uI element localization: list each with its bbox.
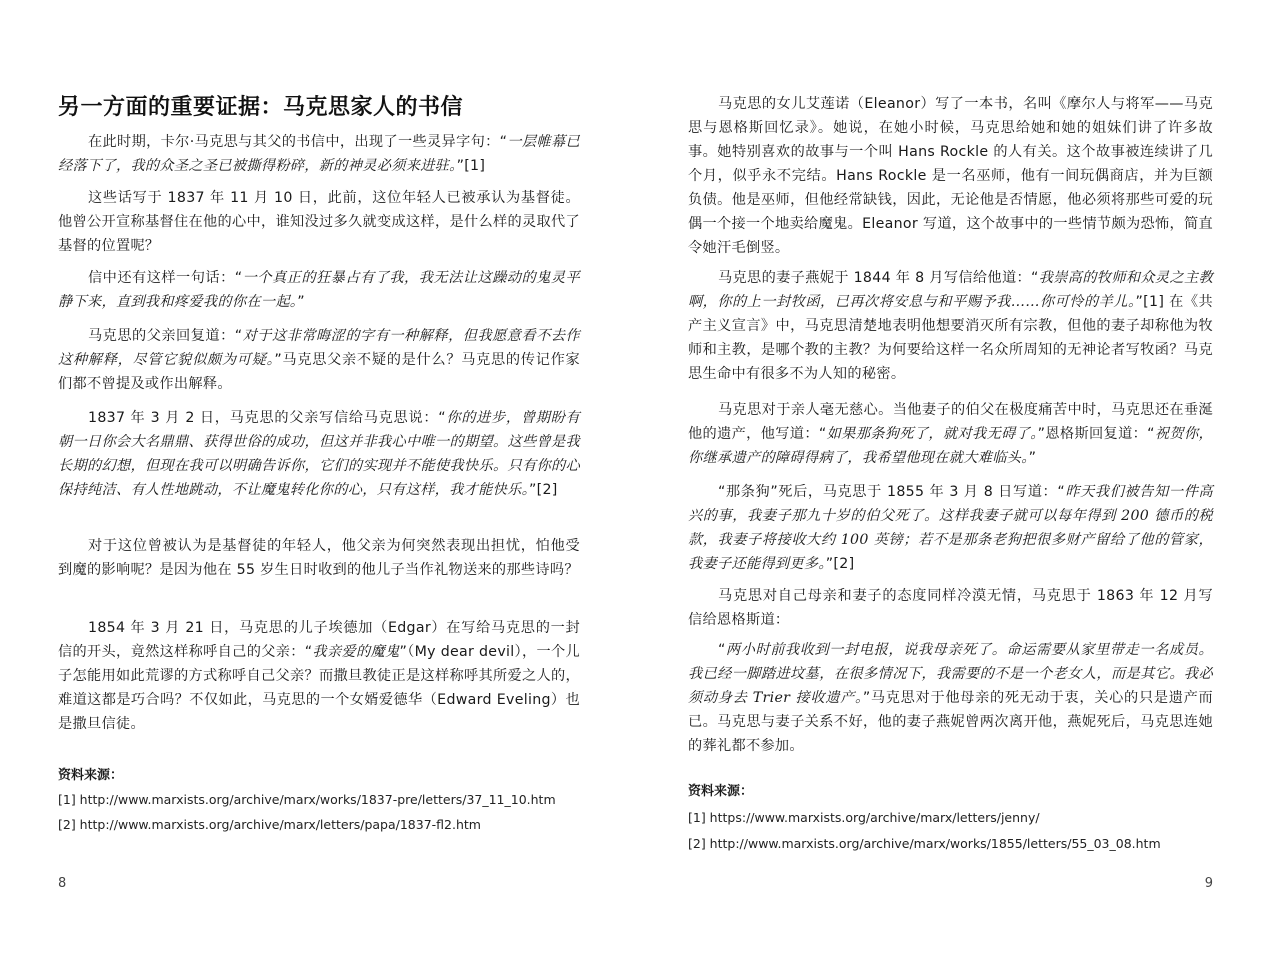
- page-title: 另一方面的重要证据：马克思家人的书信: [58, 95, 464, 120]
- paragraph: 对于这位曾被认为是基督徒的年轻人，他父亲为何突然表现出担忧，怕他受到魔的影响呢？是因为他在 55 岁生日时收到的他儿子当作礼物送来的那些诗吗？: [58, 538, 580, 578]
- paragraph: 1837 年 3 月 2 日，马克思的父亲写信给马克思说：“你的进步，曾期盼有朝一日你会大名鼎鼎、获得世俗的成功，但这并非我心中唯一的期望。这些曾是我长期的幻想，但现在我可以明确告诉你，它们的实现并不能使我快乐。只有你的心保持纯洁、有人性地跳动，不让魔鬼转化你的心，只有这样，我才能快乐。”[2]: [58, 410, 580, 498]
- paragraph: 马克思的妻子燕妮于 1844 年 8 月写信给他道：“我崇高的牧师和众灵之主教啊，你的上一封牧函，已再次将安息与和平赐予我……你可怜的羊儿。”[1] 在《共产主义宣言》中，马克思清楚地表明他想要消灭所有宗教，但他的妻子却称他为牧师和主教，是哪个教的主教？为何要给这样一名众所周知的无神论者写牧函？马克思生命中有很多不为人知的秘密。: [688, 270, 1214, 382]
- quote: 如果那条狗死了，就对我无碍了。: [826, 426, 1038, 442]
- source-link[interactable]: [2] http://www.marxists.org/archive/marx/works/1855/letters/55_03_08.htm: [688, 836, 1161, 851]
- paragraph: 信中还有这样一句话：“一个真正的狂暴占有了我，我无法让这躁动的鬼灵平静下来，直到我和疼爱我的你在一起。”: [58, 270, 580, 310]
- page-number: 8: [58, 876, 67, 891]
- quote: 对于这非常晦涩的字有一种解释，但我愿意看不去作这种解释，尽管它貌似颇为可疑。: [58, 328, 580, 368]
- paragraph: 马克思的父亲回复道：“对于这非常晦涩的字有一种解释，但我愿意看不去作这种解释，尽管它貌似颇为可疑。”马克思父亲不疑的是什么？马克思的传记作家们都不曾提及或作出解释。: [58, 328, 580, 392]
- quote: 一个真正的狂暴占有了我，我无法让这躁动的鬼灵平静下来，直到我和疼爱我的你在一起。: [58, 270, 580, 310]
- paragraph: 马克思对自己母亲和妻子的态度同样冷漠无情，马克思于 1863 年 12 月写信给恩格斯道：: [688, 588, 1213, 628]
- paragraph: 马克思的女儿艾莲诺（Eleanor）写了一本书，名叫《摩尔人与将军——马克思与恩格斯回忆录》。她说，在她小时候，马克思给她和她的姐妹们讲了许多故事。她特别喜欢的故事与一个叫 Hans Rockle 的人有关。这个故事被连续讲了几个月，似乎永不完结。Hans Rockle 是一名巫师，他有一间玩偶商店，并为巨额负债。他是巫师，但他经常缺钱，因此，无论他是否情愿，他必须将那些可爱的玩偶一个接一个地卖给魔鬼。Eleanor 写道，这个故事中的一些情节颇为恐怖，简直令她汗毛倒竖。: [688, 96, 1213, 256]
- quote: 昨天我们被告知一件高兴的事，我妻子那九十岁的伯父死了。这样我妻子就可以每年得到 200 德币的税款，我妻子将接收大约 100 英镑；若不是那条老狗把很多财产留给了他的管家，我妻子还能得到更多。: [688, 484, 1213, 572]
- paragraph: “两小时前我收到一封电报，说我母亲死了。命运需要从家里带走一名成员。我已经一脚踏进坟墓，在很多情况下，我需要的不是一个老女人，而是其它。我必须动身去 Trier 接收遗产。”马克思对于他母亲的死无动于衷，关心的只是遗产而已。马克思与妻子关系不好，他的妻子燕妮曾两次离开他，燕妮死后，马克思连她的葬礼都不参加。: [688, 642, 1213, 754]
- page-number: 9: [1204, 876, 1213, 891]
- left-page: [58, 0, 580, 978]
- quote: 两小时前我收到一封电报，说我母亲死了。命运需要从家里带走一名成员。我已经一脚踏进坟墓，在很多情况下，我需要的不是一个老女人，而是其它。我必须动身去 Trier 接收遗产。: [688, 642, 1213, 706]
- paragraph: 这些话写于 1837 年 11 月 10 日，此前，这位年轻人已被承认为基督徒。他曾公开宣称基督住在他的心中，谁知没过多久就变成这样，是什么样的灵取代了基督的位置呢？: [58, 190, 580, 254]
- source-link[interactable]: [2] http://www.marxists.org/archive/marx/letters/papa/1837-fl2.htm: [58, 817, 481, 832]
- right-page: [688, 0, 1213, 978]
- paragraph: 1854 年 3 月 21 日，马克思的儿子埃德加（Edgar）在写给马克思的一封信的开头，竟然这样称呼自己的父亲：“我亲爱的魔鬼”（My dear devil），一个儿子怎能用如此荒谬的方式称呼自己父亲？而撒旦教徒正是这样称呼其所爱之人的，难道这都是巧合吗？不仅如此，马克思的一个女婿爱德华（Edward Eveling）也是撒旦信徒。: [58, 620, 580, 732]
- paragraph: “那条狗”死后，马克思于 1855 年 3 月 8 日写道：“昨天我们被告知一件高兴的事，我妻子那九十岁的伯父死了。这样我妻子就可以每年得到 200 德币的税款，我妻子将接收大约 100 英镑；若不是那条老狗把很多财产留给了他的管家，我妻子还能得到更多。”[2]: [688, 484, 1213, 572]
- quote: 你的进步，曾期盼有朝一日你会大名鼎鼎、获得世俗的成功，但这并非我心中唯一的期望。这些曾是我长期的幻想，但现在我可以明确告诉你，它们的实现并不能使我快乐。只有你的心保持纯洁、有人性地跳动，不让魔鬼转化你的心，只有这样，我才能快乐。: [58, 410, 580, 498]
- paragraph: 在此时期，卡尔·马克思与其父的书信中，出现了一些灵异字句：“一层帷幕已经落下了，我的众圣之圣已被撕得粉碎，新的神灵必须来进驻。”[1]: [58, 134, 580, 174]
- sources-heading: 资料来源：: [688, 784, 754, 799]
- source-link[interactable]: [1] https://www.marxists.org/archive/marx/letters/jenny/: [688, 810, 1040, 825]
- quote: 祝贺你，你继承遗产的障碍得病了，我希望他现在就大难临头。: [688, 426, 1214, 466]
- quote: 我亲爱的魔鬼: [312, 644, 400, 660]
- sources-heading: 资料来源：: [58, 768, 124, 783]
- paragraph: 马克思对于亲人毫无慈心。当他妻子的伯父在极度痛苦中时，马克思还在垂涎他的遗产，他写道：“如果那条狗死了，就对我无碍了。”恩格斯回复道：“祝贺你，你继承遗产的障碍得病了，我希望他现在就大难临头。”: [688, 402, 1214, 466]
- quote: 一层帷幕已经落下了，我的众圣之圣已被撕得粉碎，新的神灵必须来进驻。: [58, 134, 580, 174]
- source-link[interactable]: [1] http://www.marxists.org/archive/marx/works/1837-pre/letters/37_11_10.htm: [58, 792, 556, 807]
- quote: 我崇高的牧师和众灵之主教啊，你的上一封牧函，已再次将安息与和平赐予我……你可怜的羊儿。: [688, 270, 1213, 310]
